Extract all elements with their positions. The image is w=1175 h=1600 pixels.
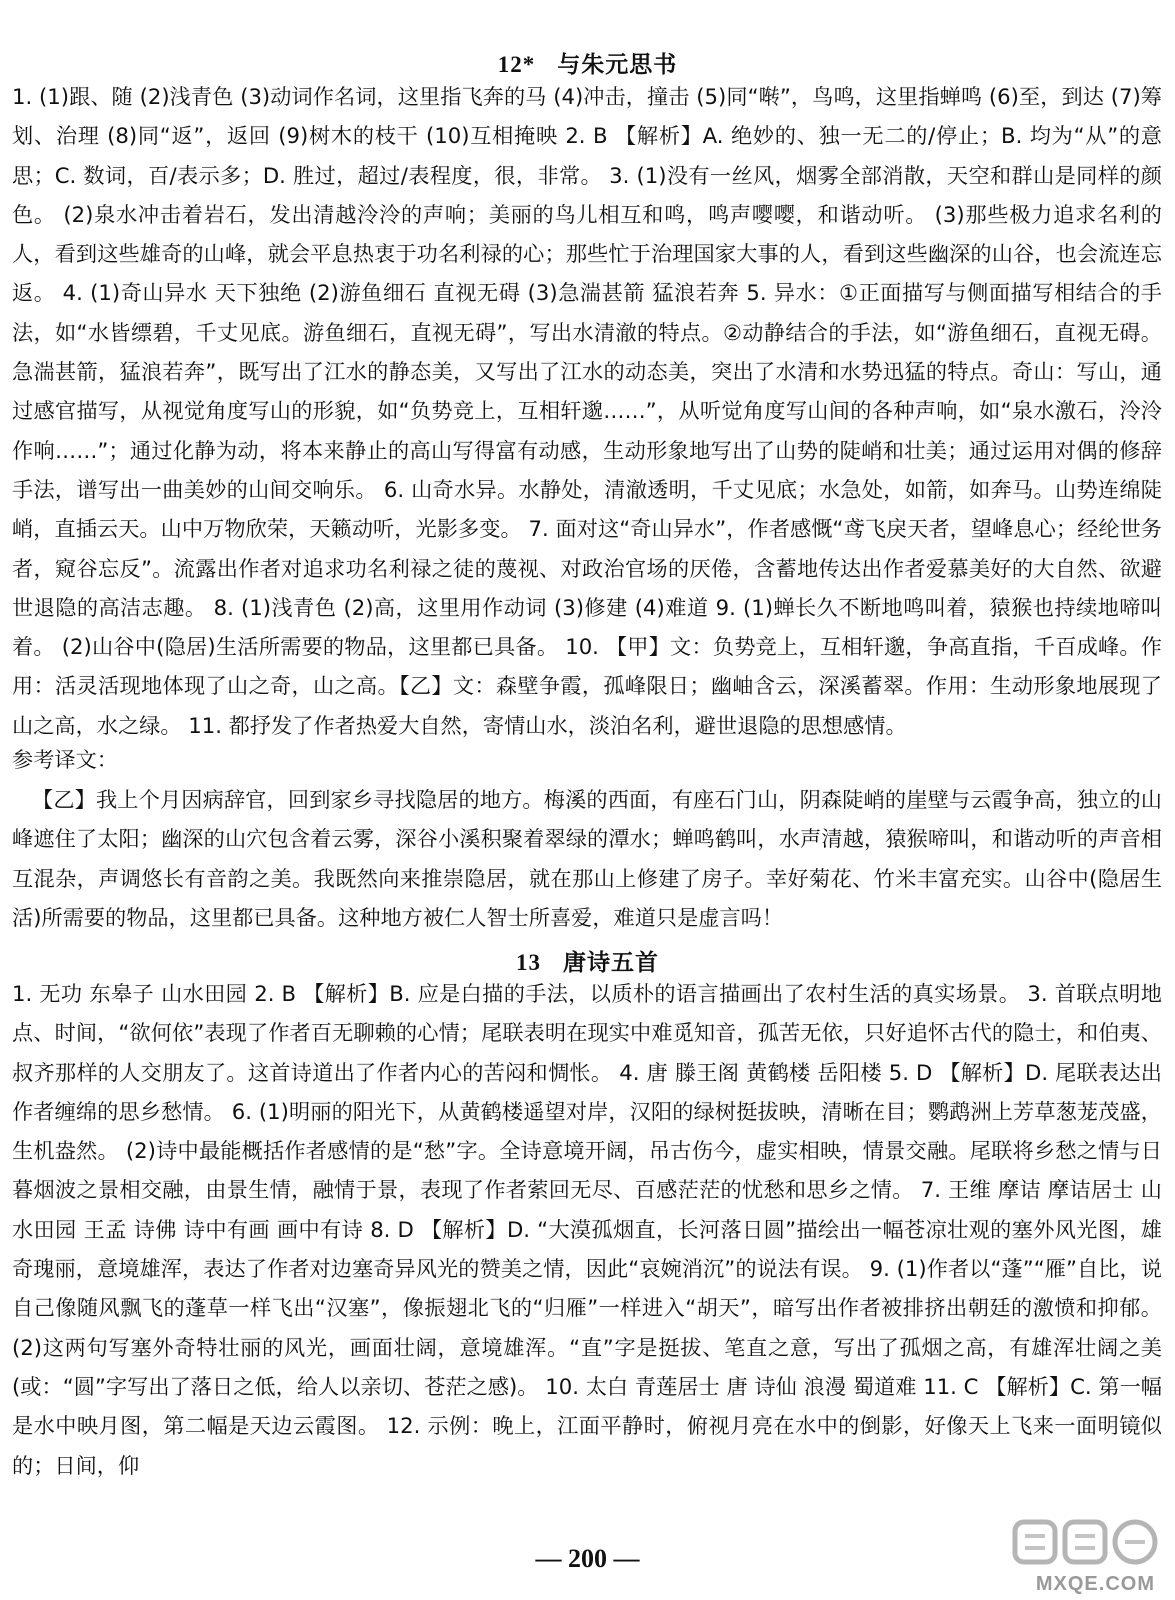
watermark-text: MXQE.COM <box>1035 1573 1155 1595</box>
section-13-answers: 1. 无功 东皋子 山水田园 2. B 【解析】B. 应是白描的手法，以质朴的语言描画出了农村生活的真实场景。 3. 首联点明地点、时间，“欲何依”表现了作者百无聊赖的心情；尾联表明在现实中难觅知音，孤苦无依，只好追怀古代的隐士，和伯夷、叔齐那样的人交朋友了。这首诗道出了作者内心的苦闷和惆怅。 4. 唐 滕王阁 黄鹤楼 岳阳楼 5. D 【解析】D. 尾联表达出作者缠绵的思乡愁情。 6. (1)明丽的阳光下，从黄鹤楼遥望对岸，汉阳的绿树挺拔映，清晰在目；鹦鹉洲上芳草葱茏茂盛，生机盎然。 (2)诗中最能概括作者感情的是“愁”字。全诗意境开阔，吊古伤今，虚实相映，情景交融。尾联将乡愁之情与日暮烟波之景相交融，由景生情，融情于景，表现了作者萦回无尽、百感茫茫的忧愁和思乡之情。 7. 王维 摩诘 摩诘居士 山水田园 王孟 诗佛 诗中有画 画中有诗 8. D 【解析】D. “大漠孤烟直，长河落日圆”描绘出一幅苍凉壮观的塞外风光图，雄奇瑰丽，意境雄浑，表达了作者对边塞奇异风光的赞美之情，因此“哀婉消沉”的说法有误。 9. (1)作者以“蓬”“雁”自比，说自己像随风飘飞的蓬草一样飞出“汉塞”，像振翅北飞的“归雁”一样进入“胡天”，暗写出作者被排挤出朝廷的激愤和抑郁。 (2)这两句写塞外奇特壮丽的风光，画面壮阔，意境雄浑。“直”字是挺拔、笔直之意，写出了孤烟之高，有雄浑壮阔之美(或：“圆”字写出了落日之低，给人以亲切、苍茫之感)。 10. 太白 青莲居士 唐 诗仙 浪漫 蜀道难 11. C 【解析】C. 第一幅是水中映月图，第二幅是天边云霞图。 12. 示例：晚上，江面平静时，俯视月亮在水中的倒影，好像天上飞来一面明镜似的；日间，仰 <box>12 981 1162 1478</box>
section-13-title <box>0 944 1175 977</box>
section-12-title-text: 与朱元思书 <box>557 52 678 78</box>
reference-translation-text: 【乙】我上个月因病辞官，回到家乡寻找隐居的地方。梅溪的西面，有座石门山，阴森陡峭的崖壁与云霞争高，独立的山峰遮住了太阳；幽深的山穴包含着云雾，深谷小溪积聚着翠绿的潭水；蝉鸣鹤叫，水声清越，猿猴啼叫，和谐动听的声音相互混杂，声调悠长有音韵之美。我既然向来推崇隐居，就在那山上修建了房子。幸好菊花、竹米丰富充实。山谷中(隐居生活)所需要的物品，这里都已具备。这种地方被仁人智士所喜爱，难道只是虚言吗！ <box>12 787 1162 930</box>
watermark-logo-icon <box>1011 1516 1161 1568</box>
section-13-number: 13 <box>516 950 541 975</box>
page-number: — 200 — <box>535 1544 640 1573</box>
section-12-number: 12* <box>497 52 536 77</box>
section-12-title <box>0 46 1175 79</box>
watermark <box>991 1516 1161 1596</box>
section-13-title-text: 唐诗五首 <box>563 950 659 976</box>
section-12-answers: 1. (1)跟、随 (2)浅青色 (3)动词作名词，这里指飞奔的马 (4)冲击，撞击 (5)同“啭”，鸟鸣，这里指蝉鸣 (6)至，到达 (7)筹划、治理 (8)同“返”，返回 (9)树木的枝干 (10)互相掩映 2. B 【解析】A. 绝妙的、独一无二的/停止；B. 均为“从”的意思；C. 数词，百/表示多；D. 胜过，超过/表程度，很，非常。 3. (1)没有一丝风，烟雾全部消散，天空和群山是同样的颜色。 (2)泉水冲击着岩石，发出清越泠泠的声响；美丽的鸟儿相互和鸣，鸣声嘤嘤，和谐动听。 (3)那些极力追求名利的人，看到这些雄奇的山峰，就会平息热衷于功名利禄的心；那些忙于治理国家大事的人，看到这些幽深的山谷，也会流连忘返。 4. (1)奇山异水 天下独绝 (2)游鱼细石 直视无碍 (3)急湍甚箭 猛浪若奔 5. 异水：①正面描写与侧面描写相结合的手法，如“水皆缥碧，千丈见底。游鱼细石，直视无碍”，写出水清澈的特点。②动静结合的手法，如“游鱼细石，直视无碍。急湍甚箭，猛浪若奔”，既写出了江水的静态美，又写出了江水的动态美，突出了水清和水势迅猛的特点。奇山：写山，通过感官描写，从视觉角度写山的形貌，如“负势竞上，互相轩邈……”，从听觉角度写山间的各种声响，如“泉水激石，泠泠作响……”；通过化静为动，将本来静止的高山写得富有动感，生动形象地写出了山势的陡峭和壮美；通过运用对偶的修辞手法，谱写出一曲美妙的山间交响乐。 6. 山奇水异。水静处，清澈透明，千丈见底；水急处，如箭，如奔马。山势连绵陡峭，直插云天。山中万物欣荣，天籁动听，光影多变。 7. 面对这“奇山异水”，作者感慨“鸢飞戾天者，望峰息心；经纶世务者，窥谷忘反”。流露出作者对追求功名利禄之徒的蔑视、对政治官场的厌倦，含蓄地传达出作者爱慕美好的大自然、欲避世退隐的高洁志趣。 8. (1)浅青色 (2)高，这里用作动词 (3)修建 (4)难道 9. (1)蝉长久不断地鸣叫着，猿猴也持续地啼叫着。 (2)山谷中(隐居)生活所需要的物品，这里都已具备。 10. 【甲】文：负势竞上，互相轩邈，争高直指，千百成峰。作用：活灵活现地体现了山之奇，山之高。【乙】文：森壁争霞，孤峰限日；幽岫含云，深溪蓄翠。作用：生动形象地展现了山之高，水之绿。 11. 都抒发了作者热爱大自然，寄情山水，淡泊名利，避世退隐的思想感情。 <box>12 84 1162 738</box>
reference-translation-label: 参考译文： <box>12 747 118 772</box>
